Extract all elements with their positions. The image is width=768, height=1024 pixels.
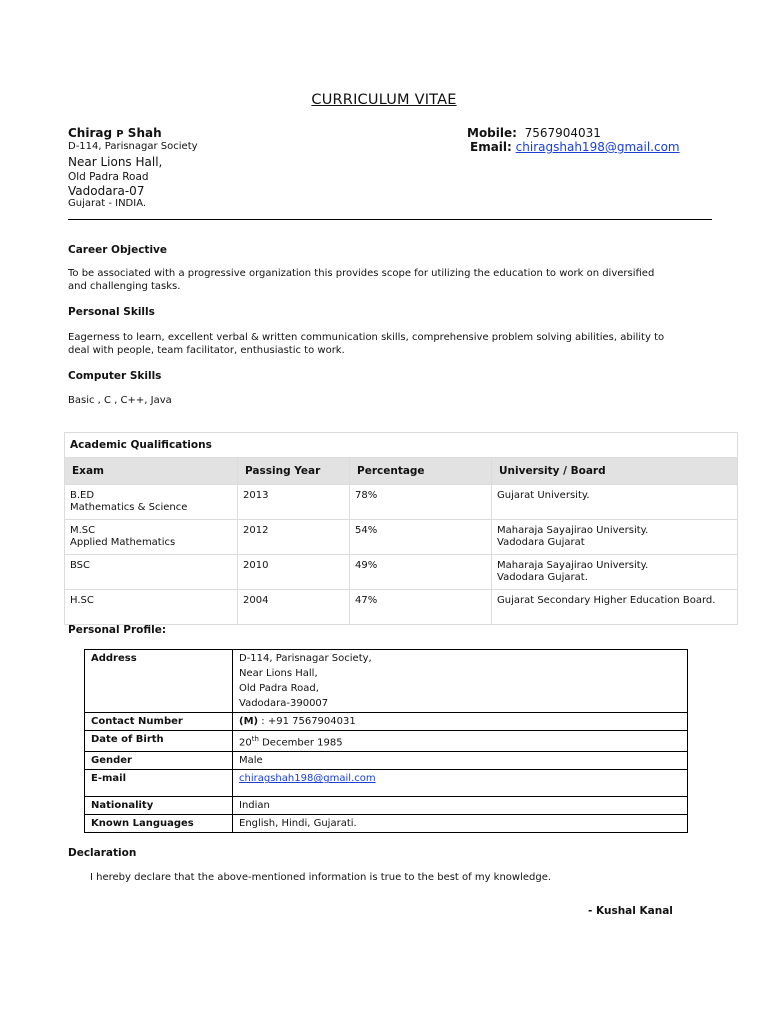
gender-value: Male <box>233 752 688 770</box>
cell-year: 2013 <box>238 485 350 520</box>
personal-skills-text: Eagerness to learn, excellent verbal & written communication skills, comprehensive problem solving abilities, ability to deal with people, team facilitator, enthusiastic to work. <box>68 332 665 356</box>
computer-skills-text: Basic , C , C++, Java <box>68 395 172 406</box>
gender-label: Gender <box>85 752 233 770</box>
table-row <box>65 555 738 590</box>
contact-number-label: Contact Number <box>85 713 233 731</box>
cell-university: Gujarat University. <box>492 485 738 520</box>
cell-exam: M.SC Applied Mathematics <box>65 520 238 555</box>
profile-row-gender <box>85 752 688 770</box>
cell-university: Maharaja Sayajirao University. Vadodara Gujarat. <box>492 555 738 590</box>
col-passing-year: Passing Year <box>238 458 350 485</box>
computer-skills-heading: Computer Skills <box>68 370 162 382</box>
cell-percentage: 47% <box>350 590 492 625</box>
career-objective-heading: Career Objective <box>68 244 168 256</box>
cell-university: Maharaja Sayajirao University. Vadodara Gujarat <box>492 520 738 555</box>
academic-table-caption: Academic Qualifications <box>65 433 738 458</box>
cell-exam: B.ED Mathematics & Science <box>65 485 238 520</box>
signature: - Kushal Kanal <box>588 905 673 917</box>
personal-profile-table <box>84 649 688 833</box>
nationality-value: Indian <box>233 797 688 815</box>
cell-year: 2010 <box>238 555 350 590</box>
name-first: Chirag <box>68 126 113 140</box>
name-last: Shah <box>127 126 162 140</box>
nationality-label: Nationality <box>85 797 233 815</box>
candidate-name <box>68 126 162 140</box>
address-value: D-114, Parisnagar Society, Near Lions Hall, Old Padra Road, Vadodara-390007 <box>233 650 688 713</box>
email-row-value <box>233 770 688 797</box>
personal-skills-heading: Personal Skills <box>68 306 155 318</box>
cell-percentage: 54% <box>350 520 492 555</box>
address-line-4: Vadodara-07 <box>68 184 145 198</box>
cell-percentage: 78% <box>350 485 492 520</box>
mobile-number: 7567904031 <box>524 126 601 140</box>
declaration-text: I hereby declare that the above-mentioned information is true to the best of my knowledge. <box>90 872 552 883</box>
contact-number-value: (M) : +91 7567904031 <box>233 713 688 731</box>
mobile-label: Mobile <box>467 126 513 140</box>
academic-table-header <box>65 458 738 485</box>
col-exam: Exam <box>65 458 238 485</box>
col-university: University / Board <box>492 458 738 485</box>
email-row-label: E-mail <box>85 770 233 797</box>
cell-year: 2012 <box>238 520 350 555</box>
dob-value: 20th December 1985 <box>233 731 688 752</box>
header-divider <box>68 219 712 220</box>
name-initial: P <box>116 129 124 140</box>
document-title: CURRICULUM VITAE <box>311 92 457 108</box>
cell-exam: BSC <box>65 555 238 590</box>
cell-year: 2004 <box>238 590 350 625</box>
personal-profile-heading: Personal Profile: <box>68 624 167 636</box>
address-line-5: Gujarat - INDIA. <box>68 198 147 209</box>
profile-row-languages <box>85 815 688 833</box>
table-row <box>65 520 738 555</box>
mobile-line: Mobile: 7567904031 <box>467 126 601 140</box>
email-line: Email: chiragshah198@gmail.com <box>470 140 680 154</box>
declaration-heading: Declaration <box>68 847 137 859</box>
profile-row-nationality <box>85 797 688 815</box>
address-line-1: D-114, Parisnagar Society <box>68 141 198 152</box>
email-label: Email <box>470 140 508 154</box>
address-line-2: Near Lions Hall, <box>68 155 163 169</box>
profile-row-contact <box>85 713 688 731</box>
profile-row-email <box>85 770 688 797</box>
languages-label: Known Languages <box>85 815 233 833</box>
dob-label: Date of Birth <box>85 731 233 752</box>
table-row <box>65 485 738 520</box>
email-link[interactable]: chiragshah198@gmail.com <box>515 140 680 154</box>
profile-row-address <box>85 650 688 713</box>
profile-email-link[interactable]: chiragshah198@gmail.com <box>239 773 376 785</box>
languages-value: English, Hindi, Gujarati. <box>233 815 688 833</box>
address-label: Address <box>85 650 233 713</box>
career-objective-text: To be associated with a progressive organization this provides scope for utilizing the education to work on diversified and challenging tasks. <box>68 268 655 292</box>
cell-percentage: 49% <box>350 555 492 590</box>
address-line-3: Old Padra Road <box>68 171 149 183</box>
col-percentage: Percentage <box>350 458 492 485</box>
cell-exam: H.SC <box>65 590 238 625</box>
profile-row-dob <box>85 731 688 752</box>
cell-university: Gujarat Secondary Higher Education Board. <box>492 590 738 625</box>
table-row <box>65 590 738 625</box>
academic-qualifications-table <box>64 432 738 625</box>
